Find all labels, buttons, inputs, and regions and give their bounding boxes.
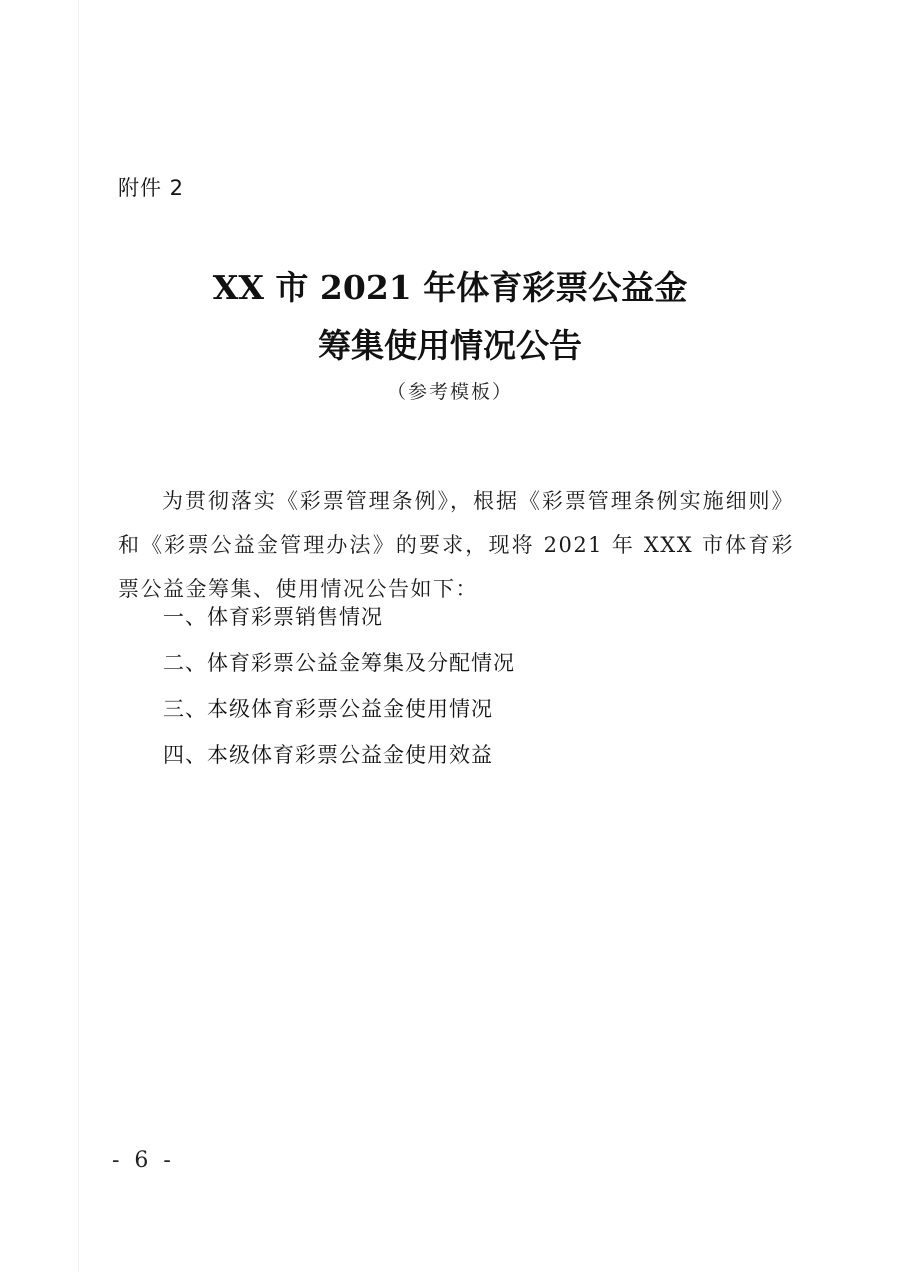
section-heading-2: 二、体育彩票公益金筹集及分配情况 — [163, 651, 515, 675]
document-subtitle: （参考模板） — [386, 381, 513, 403]
document-title-line-2: 筹集使用情况公告 — [318, 326, 582, 365]
attachment-label: 附件 2 — [118, 176, 185, 200]
section-list — [163, 594, 515, 778]
intro-paragraph: 为贯彻落实《彩票管理条例》，根据《彩票管理条例实施细则》和《彩票公益金管理办法》的要求，现将 2021 年 XXX 市体育彩票公益金筹集、使用情况公告如下： — [118, 489, 794, 601]
section-heading-4: 四、本级体育彩票公益金使用效益 — [163, 743, 493, 767]
section-heading-1: 一、体育彩票销售情况 — [163, 605, 383, 629]
scan-edge-line — [78, 0, 79, 1272]
page-number: - 6 - — [112, 1148, 175, 1173]
document-title-line-1: XX 市 2021 年体育彩票公益金 — [212, 268, 688, 307]
section-heading-3: 三、本级体育彩票公益金使用情况 — [163, 697, 493, 721]
